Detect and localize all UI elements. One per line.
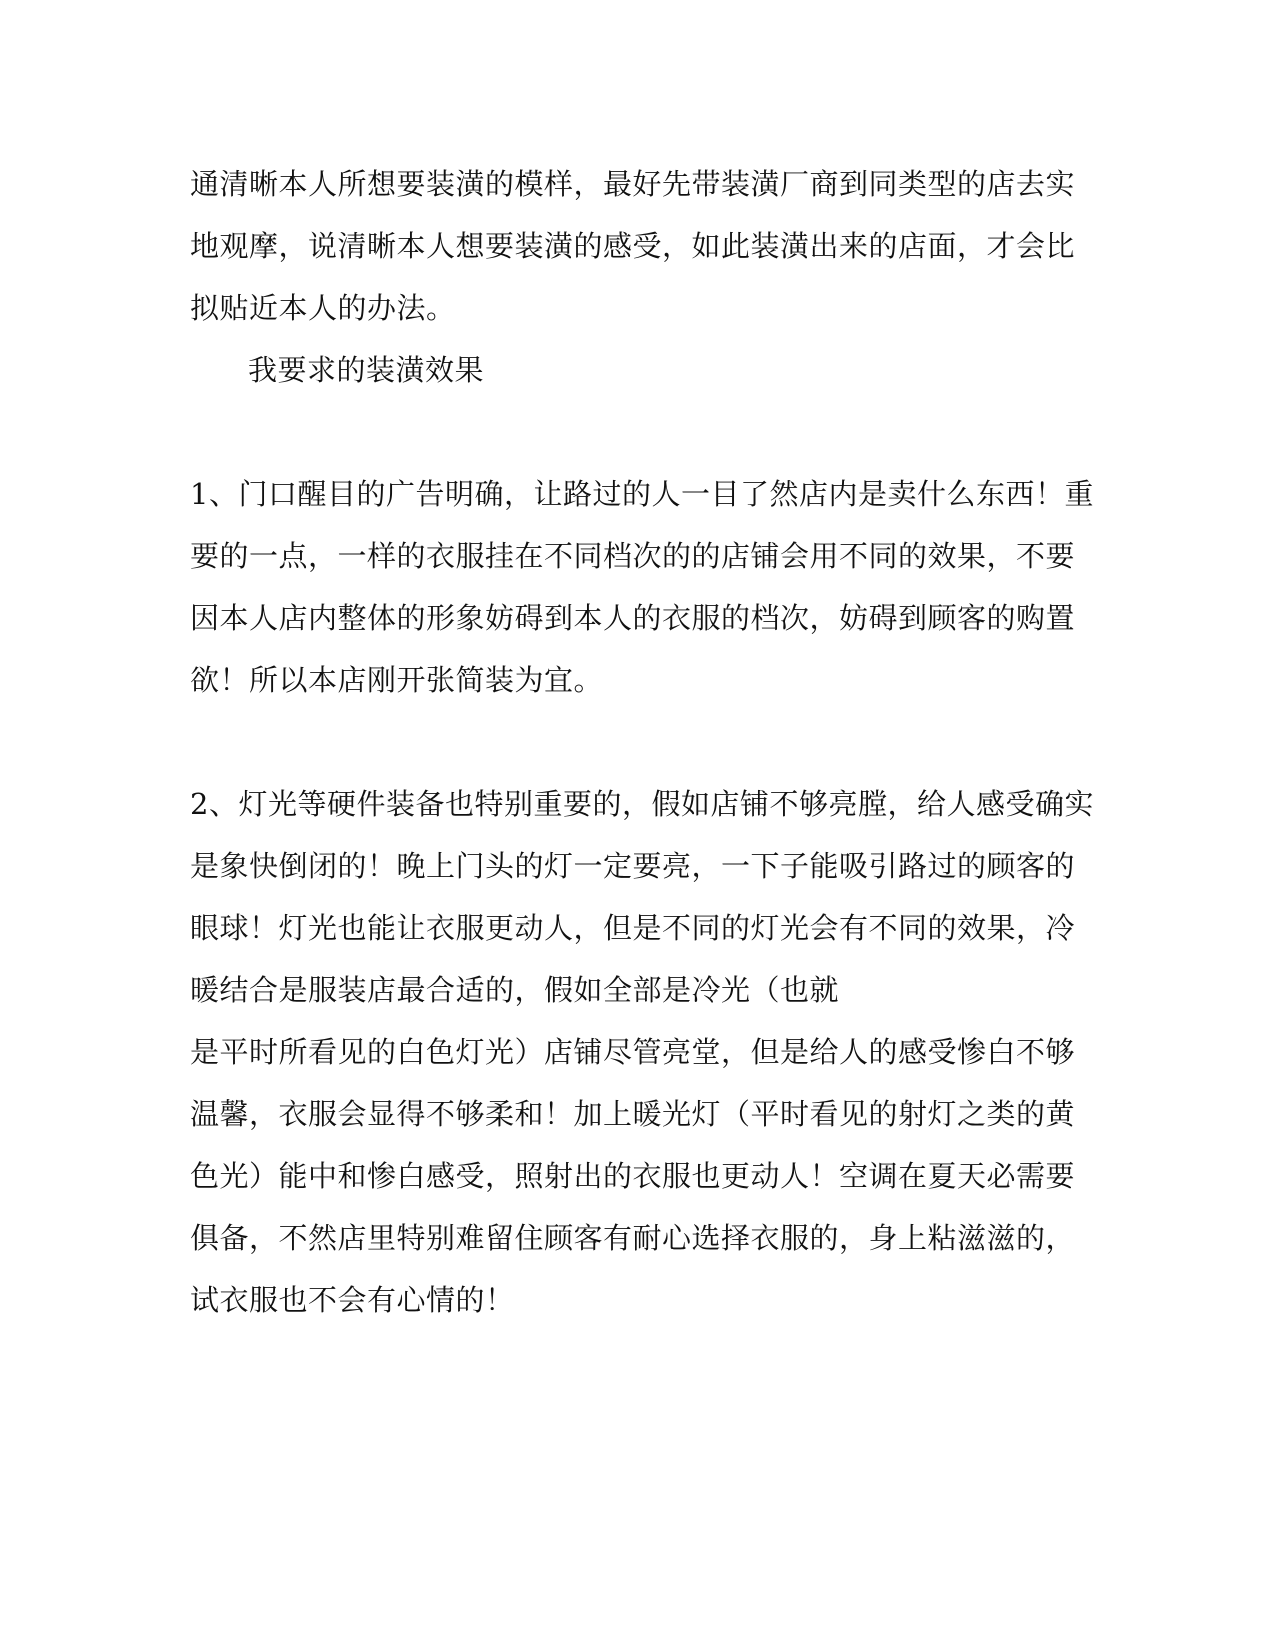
section1-line-1: 1、门口醒目的广告明确，让路过的人一目了然店内是卖什么东西！重 [190,477,1094,511]
section1-line-3: 因本人店内整体的形象妨碍到本人的衣服的档次，妨碍到顾客的购置 [190,601,1076,635]
section2-line-3: 眼球！灯光也能让衣服更动人，但是不同的灯光会有不同的效果，冷 [190,911,1076,945]
section2-line-9: 试衣服也不会有心情的！ [190,1283,515,1317]
intro-line-3: 拟贴近本人的办法。 [190,291,456,325]
intro-line-1: 通清晰本人所想要装潢的模样，最好先带装潢厂商到同类型的店去实 [190,167,1076,201]
section1-line-2: 要的一点，一样的衣服挂在不同档次的的店铺会用不同的效果，不要 [190,539,1076,573]
section-heading: 我要求的装潢效果 [248,353,485,387]
section2-line-7: 色光）能中和惨白感受，照射出的衣服也更动人！空调在夏天必需要 [190,1159,1076,1193]
section1-line-4: 欲！所以本店刚开张简装为宜。 [190,663,604,697]
section2-line-5: 是平时所看见的白色灯光）店铺尽管亮堂，但是给人的感受惨白不够 [190,1035,1076,1069]
section2-line-2: 是象快倒闭的！晚上门头的灯一定要亮，一下子能吸引路过的顾客的 [190,849,1076,883]
section2-line-4: 暖结合是服装店最合适的，假如全部是冷光（也就 [190,973,840,1007]
section2-line-1: 2、灯光等硬件装备也特别重要的，假如店铺不够亮膛，给人感受确实 [190,787,1094,821]
intro-line-2: 地观摩，说清晰本人想要装潢的感受，如此装潢出来的店面，才会比 [190,229,1076,263]
section2-line-6: 温馨，衣服会显得不够柔和！加上暖光灯（平时看见的射灯之类的黄 [190,1097,1076,1131]
section2-line-8: 俱备，不然店里特别难留住顾客有耐心选择衣服的，身上粘滋滋的， [190,1221,1076,1255]
